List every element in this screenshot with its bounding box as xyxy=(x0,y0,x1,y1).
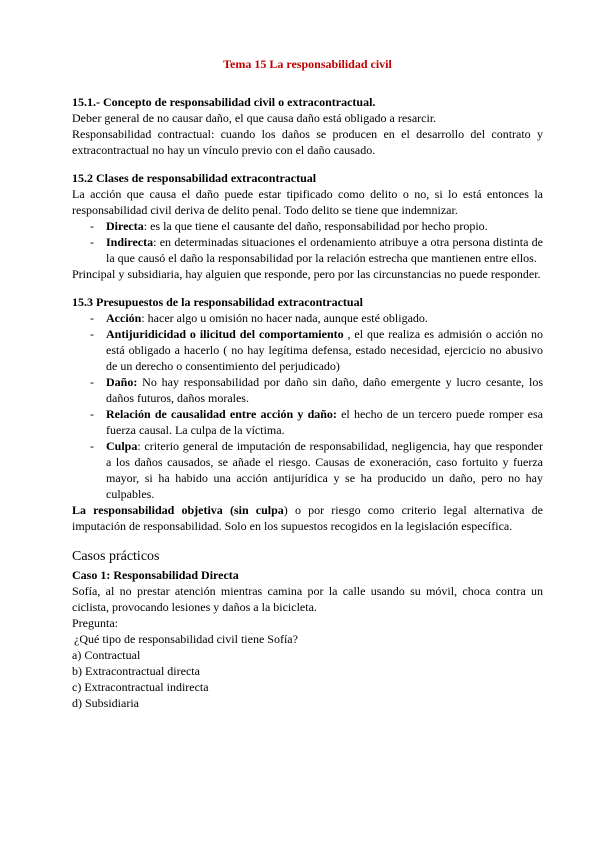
casos-heading: Casos prácticos xyxy=(72,549,160,564)
list-item-text: : en determinadas situaciones el ordenamiento atribuye a otra persona distinta de la que causó el daño la responsabilidad por la relación estrecha que mantienen entre ellos. xyxy=(106,235,543,265)
list-item xyxy=(72,406,543,438)
paragraph-term: La responsabilidad objetiva (sin culpa xyxy=(72,503,284,517)
paragraph xyxy=(72,502,543,534)
paragraph: Deber general de no causar daño, el que causa daño está obligado a resarcir. xyxy=(72,111,437,125)
presupuestos-list xyxy=(72,310,543,502)
section-heading: 15.3 Presupuestos de la responsabilidad extracontractual xyxy=(72,295,363,309)
clases-list xyxy=(72,218,543,266)
list-item xyxy=(72,326,543,374)
list-item-term: Acción xyxy=(106,311,142,325)
paragraph: La acción que causa el daño puede estar tipificado como delito o no, si lo está entonces la responsabilidad civil deriva de delito penal. Todo delito se tiene que indemnizar. xyxy=(72,187,543,217)
section-presupuestos xyxy=(72,294,543,534)
option-c: c) Extracontractual indirecta xyxy=(72,680,209,694)
list-item-term: Directa xyxy=(106,219,144,233)
section-concepto xyxy=(72,94,543,158)
list-item xyxy=(72,234,543,266)
pregunta-label: Pregunta: xyxy=(72,616,118,630)
question-text: ¿Qué tipo de responsabilidad civil tiene Sofía? xyxy=(74,632,298,646)
section-heading: 15.2 Clases de responsabilidad extracontractual xyxy=(72,171,317,185)
caso-text: Sofía, al no prestar atención mientras camina por la calle usando su móvil, choca contra un ciclista, provocando lesiones y daños a la bicicleta. xyxy=(72,584,543,614)
list-item-term: Culpa xyxy=(106,439,138,453)
list-item-text: el hecho de un tercero puede romper esa fuerza causal. La culpa de la víctima. xyxy=(106,407,544,437)
list-item xyxy=(72,310,543,326)
list-item xyxy=(72,438,543,502)
section-clases xyxy=(72,170,543,282)
section-heading: 15.1.- Concepto de responsabilidad civil o extracontractual. xyxy=(72,95,376,109)
page-title: Tema 15 La responsabilidad civil xyxy=(223,57,392,71)
list-item-text: No hay responsabilidad por daño sin daño, daño emergente y lucro cesante, los daños futuros, daños morales. xyxy=(106,375,543,405)
list-item-term: Antijuridicidad o ilicitud del comportamiento xyxy=(106,327,344,341)
list-item xyxy=(72,374,543,406)
list-item-term: Indirecta xyxy=(106,235,154,249)
list-item-text: : es la que tiene el causante del daño, responsabilidad por hecho propio. xyxy=(143,219,488,233)
caso-heading: Caso 1: Responsabilidad Directa xyxy=(72,568,239,582)
paragraph: Principal y subsidiaria, hay alguien que responde, pero por las circunstancias no puede responder. xyxy=(72,267,541,281)
list-item-term: Relación de causalidad entre acción y daño: xyxy=(106,407,337,421)
section-casos xyxy=(72,548,543,711)
paragraph: Responsabilidad contractual: cuando los daños se producen en el desarrollo del contrato y extracontractual no hay un vínculo previo con el daño causado. xyxy=(72,127,543,157)
list-item-term: Daño: xyxy=(106,375,138,389)
list-item xyxy=(72,218,543,234)
option-b: b) Extracontractual directa xyxy=(72,664,200,678)
list-item-text: , el que realiza es admisión o acción no está obligado a hacerlo ( no hay legítima defensa, estado necesidad, ejercicio no abusivo de un derecho o consentimiento del perjudicado) xyxy=(106,327,544,373)
list-item-text: : hacer algo u omisión no hacer nada, aunque esté obligado. xyxy=(141,311,428,325)
option-d: d) Subsidiaria xyxy=(72,696,139,710)
list-item-text: : criterio general de imputación de responsabilidad, negligencia, hay que responder a los daños causados, se añade el riesgo. Causas de exoneración, caso fortuito y fuerza mayor, si ha habido una acción antijurídica y se ha producido un daño, pero no hay culpables. xyxy=(106,439,543,501)
paragraph-text: ) o por riesgo como criterio legal alternativa de imputación de responsabilidad. Solo en los supuestos recogidos en la legislación específica. xyxy=(72,503,543,533)
option-a: a) Contractual xyxy=(72,648,141,662)
